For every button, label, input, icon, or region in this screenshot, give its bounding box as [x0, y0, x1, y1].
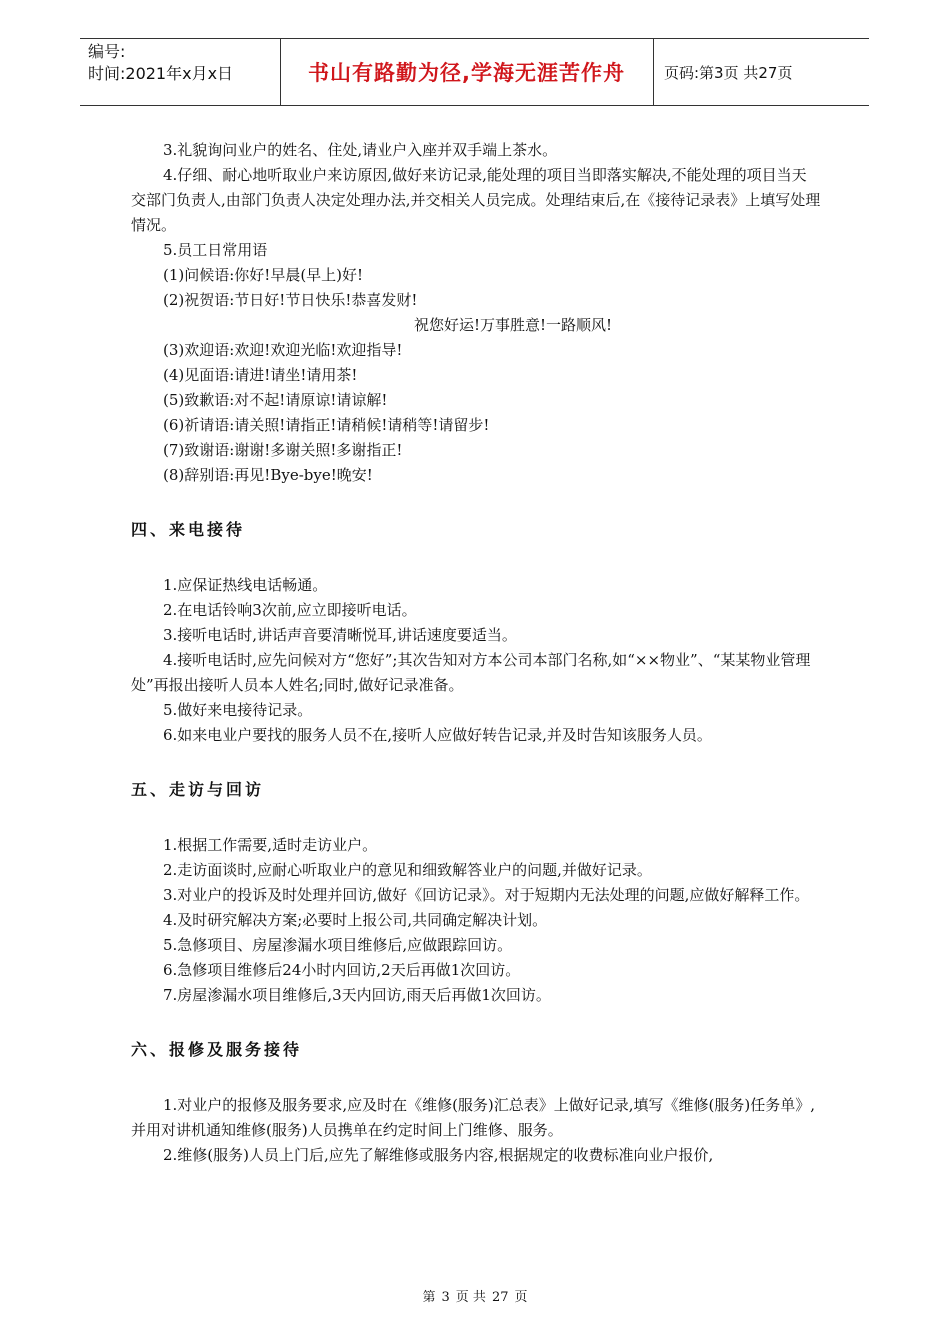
document-body: [131, 138, 821, 1168]
paragraph: 1.应保证热线电话畅通。: [163, 576, 328, 594]
phrase-item: (7)致谢语:谢谢!多谢关照!多谢指正!: [163, 441, 403, 459]
paragraph: 3.礼貌询问业户的姓名、住处,请业户入座并双手端上茶水。: [163, 141, 558, 159]
paragraph: 1.根据工作需要,适时走访业户。: [163, 836, 378, 854]
phrase-item: (2)祝贺语:节日好!节日快乐!恭喜发财!: [163, 291, 418, 309]
page-header: [80, 38, 869, 106]
code-label: 编号:: [88, 42, 126, 61]
phrase-continuation: 祝您好运!万事胜意!一路顺风!: [414, 316, 613, 334]
paragraph: 2.维修(服务)人员上门后,应先了解维修或服务内容,根据规定的收费标准向业户报价,: [163, 1146, 714, 1164]
paragraph: 5.急修项目、房屋渗漏水项目维修后,应做跟踪回访。: [163, 936, 513, 954]
header-motto: 书山有路勤为径,学海无涯苦作舟: [308, 61, 625, 85]
header-page-info: 页码:第3页 共27页: [664, 63, 793, 82]
paragraph: 3.接听电话时,讲话声音要清晰悦耳,讲话速度要适当。: [163, 626, 517, 644]
paragraph: 4.仔细、耐心地听取业户来访原因,做好来访记录,能处理的项目当即落实解决,不能处理的项目当天交部门负责人,由部门负责人决定处理办法,并交相关人员完成。处理结束后,在《接待记录表》上填写处理情况。: [131, 166, 821, 234]
paragraph: 6.急修项目维修后24小时内回访,2天后再做1次回访。: [163, 961, 521, 979]
paragraph: 4.及时研究解决方案;必要时上报公司,共同确定解决计划。: [163, 911, 548, 929]
phrase-item: (1)问候语:你好!早晨(早上)好!: [163, 266, 364, 284]
phrase-item: (3)欢迎语:欢迎!欢迎光临!欢迎指导!: [163, 341, 403, 359]
footer-page-number: 3: [441, 1290, 450, 1305]
paragraph: 3.对业户的投诉及时处理并回访,做好《回访记录》。对于短期内无法处理的问题,应做好解释工作。: [163, 886, 810, 904]
paragraph: 2.走访面谈时,应耐心听取业户的意见和细致解答业户的问题,并做好记录。: [163, 861, 652, 879]
paragraph: 5.做好来电接待记录。: [163, 701, 313, 719]
date-line: 时间:2021年x月x日: [88, 64, 234, 83]
paragraph: 7.房屋渗漏水项目维修后,3天内回访,雨天后再做1次回访。: [163, 986, 551, 1004]
phrase-item: (5)致歉语:对不起!请原谅!请谅解!: [163, 391, 388, 409]
header-meta: [88, 41, 233, 85]
footer-suffix: 页: [514, 1290, 528, 1305]
footer-prefix: 第: [422, 1290, 436, 1305]
phrase-item: (4)见面语:请进!请坐!请用茶!: [163, 366, 358, 384]
header-divider: [653, 39, 654, 105]
section-heading: 六、报修及服务接待: [131, 1040, 303, 1059]
paragraph: 1.对业户的报修及服务要求,应及时在《维修(服务)汇总表》上做好记录,填写《维修(服务)任务单》,并用对讲机通知维修(服务)人员携单在约定时间上门维修、服务。: [131, 1096, 816, 1139]
paragraph: 6.如来电业户要找的服务人员不在,接听人应做好转告记录,并及时告知该服务人员。: [163, 726, 712, 744]
paragraph: 5.员工日常用语: [163, 241, 268, 259]
footer-total-pages: 27: [491, 1290, 509, 1305]
page-footer: [0, 1286, 950, 1305]
paragraph: 2.在电话铃响3次前,应立即接听电话。: [163, 601, 417, 619]
phrase-item: (8)辞别语:再见!Bye-bye!晚安!: [163, 466, 373, 484]
paragraph: 4.接听电话时,应先问候对方“您好”;其次告知对方本公司本部门名称,如“××物业”、“某某物业管理处”再报出接听人员本人姓名;同时,做好记录准备。: [131, 651, 811, 694]
section-heading: 四、来电接待: [131, 520, 246, 539]
section-heading: 五、走访与回访: [131, 780, 265, 799]
phrase-item: (6)祈请语:请关照!请指正!请稍候!请稍等!请留步!: [163, 416, 490, 434]
footer-middle: 页 共: [455, 1290, 486, 1305]
